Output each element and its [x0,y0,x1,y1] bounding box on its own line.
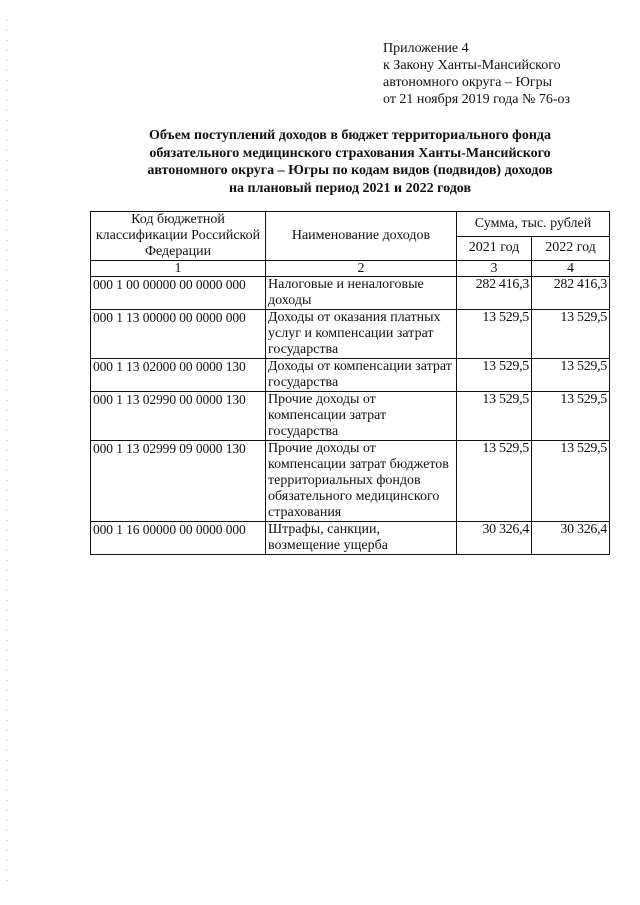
row-amount-2022: 13 529,5 [532,359,610,392]
row-amount-2022: 13 529,5 [532,392,610,441]
scan-margin-dots [4,0,10,905]
row-code: 000 1 16 00000 00 0000 000 [91,522,266,555]
title-line: автономного округа – Югры по кодам видов (подвидов) доходов [147,163,553,178]
appendix-reference [383,40,623,108]
column-number: 4 [532,261,610,277]
table-row [91,441,610,522]
row-amount-2021: 282 416,3 [457,277,532,310]
row-code: 000 1 13 02000 00 0000 130 [91,359,266,392]
header-sum: Сумма, тыс. рублей [457,212,610,237]
table-row [91,310,610,359]
column-number: 2 [266,261,457,277]
table-row [91,277,610,310]
table-row [91,359,610,392]
appendix-line: от 21 ноября 2019 года № 76-оз [383,92,571,107]
column-number: 3 [457,261,532,277]
table-header-row [91,212,610,237]
appendix-line: к Закону Ханты-Мансийского [383,58,561,73]
row-code: 000 1 13 02999 09 0000 130 [91,441,266,522]
row-amount-2021: 30 326,4 [457,522,532,555]
row-amount-2022: 13 529,5 [532,310,610,359]
table-row [91,522,610,555]
row-name: Доходы от компенсации затрат государства [266,359,457,392]
title-line: на плановый период 2021 и 2022 годов [228,180,472,196]
row-name: Прочие доходы от компенсации затрат государства [266,392,457,441]
row-name: Штрафы, санкции, возмещение ущерба [266,522,457,555]
row-name: Прочие доходы от компенсации затрат бюджетов территориальных фондов обязательного медицинского страхования [266,441,457,522]
row-code: 000 1 13 00000 00 0000 000 [91,310,266,359]
column-number-row [91,261,610,277]
document-title [100,127,600,197]
header-code: Код бюджетной классификации Российской Федерации [91,212,266,261]
row-amount-2021: 13 529,5 [457,359,532,392]
row-amount-2022: 13 529,5 [532,441,610,522]
row-code: 000 1 00 00000 00 0000 000 [91,277,266,310]
table-row [91,392,610,441]
header-name: Наименование доходов [266,212,457,261]
appendix-line: автономного округа – Югры [383,75,552,90]
row-name: Доходы от оказания платных услуг и компенсации затрат государства [266,310,457,359]
row-amount-2022: 282 416,3 [532,277,610,310]
row-amount-2021: 13 529,5 [457,310,532,359]
appendix-line: Приложение 4 [383,41,469,56]
title-line: Объем поступлений доходов в бюджет территориального фонда [148,128,551,143]
row-amount-2021: 13 529,5 [457,392,532,441]
row-code: 000 1 13 02990 00 0000 130 [91,392,266,441]
row-amount-2021: 13 529,5 [457,441,532,522]
column-number: 1 [91,261,266,277]
row-amount-2022: 30 326,4 [532,522,610,555]
title-line: обязательного медицинского страхования Ханты-Мансийского [149,145,551,161]
revenue-table [90,211,610,555]
header-year-2021: 2021 год [457,236,532,261]
header-year-2022: 2022 год [532,236,610,261]
row-name: Налоговые и неналоговые доходы [266,277,457,310]
